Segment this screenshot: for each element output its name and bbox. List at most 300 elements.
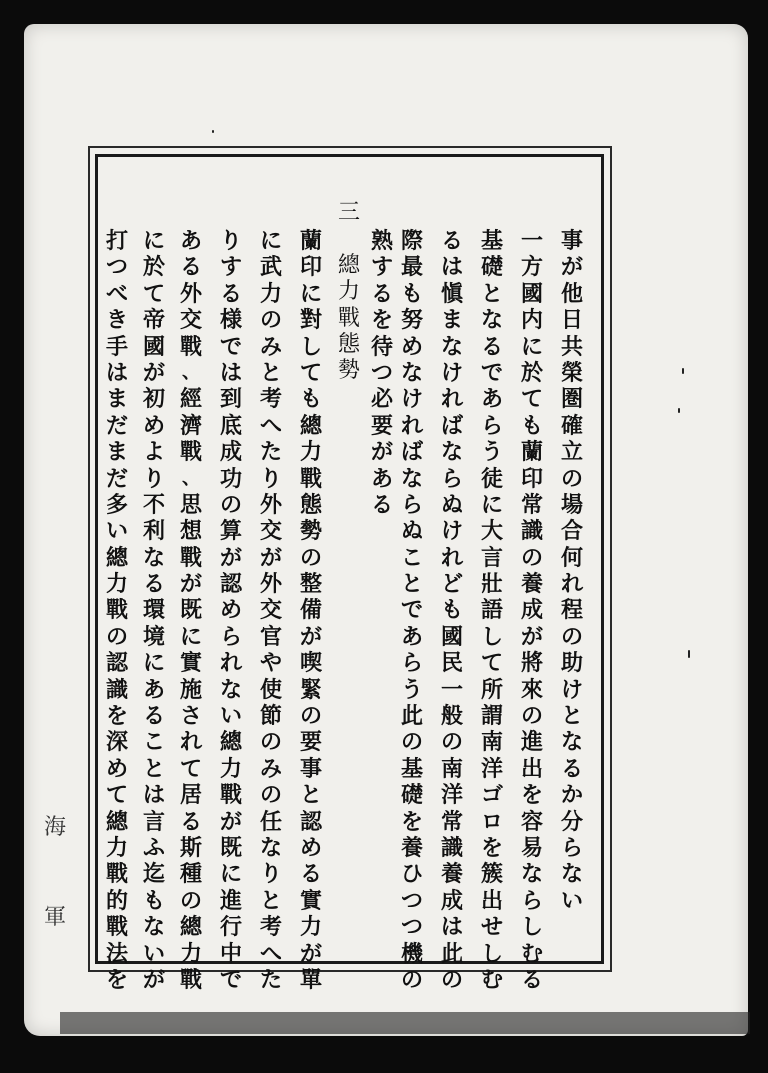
text-char: の bbox=[259, 782, 282, 809]
text-char: し bbox=[520, 914, 543, 941]
text-char: き bbox=[105, 307, 128, 334]
text-char: 力 bbox=[179, 940, 202, 967]
text-char: め bbox=[400, 333, 423, 360]
text-char: 任 bbox=[259, 808, 282, 835]
text-char: つ bbox=[370, 359, 393, 386]
text-char: り bbox=[142, 465, 165, 492]
text-char: 事 bbox=[299, 755, 322, 782]
text-char: な bbox=[259, 834, 282, 861]
text-char: と bbox=[259, 359, 282, 386]
text-char: 一 bbox=[520, 228, 543, 254]
text-char: と bbox=[400, 571, 423, 598]
text-char: つ bbox=[105, 254, 128, 281]
text-char: た bbox=[259, 439, 282, 466]
text-char: り bbox=[259, 861, 282, 888]
text-char: ど bbox=[440, 571, 463, 598]
text-char: 基 bbox=[480, 228, 503, 254]
text-char: ら bbox=[400, 650, 423, 677]
text-char: 此 bbox=[400, 703, 423, 730]
text-column bbox=[215, 228, 247, 993]
text-column bbox=[101, 228, 133, 993]
text-char: 交 bbox=[259, 597, 282, 624]
text-char: 戰 bbox=[179, 966, 202, 993]
text-char: 總 bbox=[219, 729, 242, 756]
text-char: 既 bbox=[179, 597, 202, 624]
text-char: な bbox=[142, 544, 165, 571]
text-char: 成 bbox=[440, 887, 463, 914]
text-char: 官 bbox=[259, 623, 282, 650]
text-char: 來 bbox=[520, 676, 543, 703]
text-char: 力 bbox=[299, 914, 322, 941]
text-char: す bbox=[219, 254, 242, 281]
text-char: 成 bbox=[520, 597, 543, 624]
text-char: の bbox=[560, 465, 583, 492]
text-char: 實 bbox=[299, 887, 322, 914]
text-column bbox=[516, 228, 548, 993]
text-char: 算 bbox=[219, 518, 242, 545]
text-char: る bbox=[219, 280, 242, 307]
text-char: が bbox=[219, 808, 242, 835]
text-char: が bbox=[259, 544, 282, 571]
text-char: と bbox=[480, 280, 503, 307]
text-char: な bbox=[400, 359, 423, 386]
text-char: 態 bbox=[299, 491, 322, 518]
text-char: 種 bbox=[179, 861, 202, 888]
text-column bbox=[175, 228, 207, 993]
text-char: 總 bbox=[337, 252, 360, 278]
text-char: 他 bbox=[560, 280, 583, 307]
text-char: の bbox=[179, 887, 202, 914]
text-char: ま bbox=[105, 439, 128, 466]
text-char: で bbox=[400, 597, 423, 624]
text-char: 備 bbox=[299, 597, 322, 624]
text-char: 力 bbox=[337, 279, 360, 305]
text-char: な bbox=[400, 465, 423, 492]
text-char: に bbox=[299, 280, 322, 307]
text-char: け bbox=[400, 386, 423, 413]
text-char: は bbox=[142, 782, 165, 809]
text-char: れ bbox=[440, 544, 463, 571]
page-edge-shadow bbox=[60, 1012, 750, 1034]
text-char: べ bbox=[105, 280, 128, 307]
text-char: な bbox=[480, 307, 503, 334]
text-char: と bbox=[299, 782, 322, 809]
text-char: あ bbox=[480, 386, 503, 413]
text-char: け bbox=[440, 359, 463, 386]
text-char: 程 bbox=[560, 597, 583, 624]
text-char: も bbox=[520, 412, 543, 439]
text-char: 洋 bbox=[440, 782, 463, 809]
text-char: 中 bbox=[219, 940, 242, 967]
text-char: に bbox=[259, 228, 282, 254]
text-char: の bbox=[299, 703, 322, 730]
page-speck bbox=[212, 130, 214, 133]
text-char: 榮 bbox=[560, 359, 583, 386]
text-char: に bbox=[142, 228, 165, 254]
text-char: し bbox=[299, 333, 322, 360]
text-char: 戰 bbox=[219, 782, 242, 809]
text-char: 壯 bbox=[480, 571, 503, 598]
text-char: 熟 bbox=[370, 228, 393, 254]
text-char: む bbox=[480, 966, 503, 993]
text-char: 合 bbox=[560, 518, 583, 545]
text-char: 法 bbox=[105, 940, 128, 967]
text-char: の bbox=[520, 703, 543, 730]
text-char: 簇 bbox=[480, 861, 503, 888]
text-char: る bbox=[179, 254, 202, 281]
text-char: ば bbox=[400, 439, 423, 466]
text-char: 國 bbox=[142, 333, 165, 360]
text-char: ば bbox=[440, 412, 463, 439]
text-column bbox=[138, 228, 170, 993]
text-char: 養 bbox=[440, 861, 463, 888]
text-char: 戰 bbox=[179, 333, 202, 360]
text-char: る bbox=[520, 966, 543, 993]
text-char: 場 bbox=[560, 491, 583, 518]
text-char: 不 bbox=[142, 491, 165, 518]
text-char: る bbox=[142, 571, 165, 598]
text-char: あ bbox=[400, 623, 423, 650]
text-char: な bbox=[440, 333, 463, 360]
text-char: 戰 bbox=[337, 305, 360, 331]
text-char: せ bbox=[480, 914, 503, 941]
text-char: 内 bbox=[520, 307, 543, 334]
text-char: け bbox=[440, 518, 463, 545]
text-char: し bbox=[480, 623, 503, 650]
text-char: 底 bbox=[219, 412, 242, 439]
text-char: で bbox=[219, 966, 242, 993]
text-char: 際 bbox=[400, 228, 423, 254]
text-char: が bbox=[299, 623, 322, 650]
text-char: だ bbox=[105, 412, 128, 439]
text-char: と bbox=[560, 703, 583, 730]
text-char: と bbox=[259, 887, 282, 914]
text-char: 礎 bbox=[480, 254, 503, 281]
text-char: 整 bbox=[299, 571, 322, 598]
text-char: 深 bbox=[105, 729, 128, 756]
text-char: め bbox=[299, 834, 322, 861]
text-char: れ bbox=[219, 650, 242, 677]
text-char: が bbox=[179, 571, 202, 598]
text-char: 環 bbox=[142, 597, 165, 624]
text-char: 實 bbox=[179, 650, 202, 677]
page-speck bbox=[682, 368, 684, 374]
text-char: ま bbox=[105, 386, 128, 413]
text-char: さ bbox=[179, 703, 202, 730]
text-char: 總 bbox=[179, 914, 202, 941]
text-char: て bbox=[105, 782, 128, 809]
text-char: 緊 bbox=[299, 676, 322, 703]
text-char: に bbox=[520, 333, 543, 360]
text-char: ら bbox=[400, 491, 423, 518]
text-char: の bbox=[440, 966, 463, 993]
text-char: う bbox=[480, 439, 503, 466]
text-char: 語 bbox=[480, 597, 503, 624]
text-char: な bbox=[440, 439, 463, 466]
text-char: 戰 bbox=[179, 544, 202, 571]
text-char: る bbox=[560, 755, 583, 782]
text-char: 經 bbox=[179, 386, 202, 413]
text-char: ぬ bbox=[440, 491, 463, 518]
text-char: の bbox=[440, 729, 463, 756]
text-char: は bbox=[219, 359, 242, 386]
text-char: を bbox=[370, 307, 393, 334]
text-char: 一 bbox=[440, 676, 463, 703]
text-char: 勢 bbox=[337, 358, 360, 384]
text-char: が bbox=[370, 439, 393, 466]
text-char: 外 bbox=[259, 571, 282, 598]
text-column bbox=[255, 228, 287, 993]
text-char: 易 bbox=[520, 834, 543, 861]
text-char: は bbox=[440, 254, 463, 281]
text-char: つ bbox=[400, 914, 423, 941]
text-char: 進 bbox=[520, 729, 543, 756]
text-char: 愼 bbox=[440, 280, 463, 307]
text-char: ふ bbox=[142, 834, 165, 861]
text-char: も bbox=[400, 280, 423, 307]
text-char: の bbox=[299, 544, 322, 571]
text-char: よ bbox=[142, 439, 165, 466]
text-char: て bbox=[520, 386, 543, 413]
text-char: の bbox=[105, 623, 128, 650]
text-char: 成 bbox=[219, 439, 242, 466]
text-char: 居 bbox=[179, 782, 202, 809]
text-column bbox=[396, 228, 428, 993]
text-char: 初 bbox=[142, 386, 165, 413]
text-char: 印 bbox=[520, 465, 543, 492]
text-char: て bbox=[480, 650, 503, 677]
text-char: 印 bbox=[299, 254, 322, 281]
text-char: 外 bbox=[259, 491, 282, 518]
text-char: 常 bbox=[520, 491, 543, 518]
text-char: 力 bbox=[299, 439, 322, 466]
text-char: 徒 bbox=[480, 465, 503, 492]
page-speck bbox=[678, 408, 680, 413]
text-char: 共 bbox=[560, 333, 583, 360]
text-char: め bbox=[142, 412, 165, 439]
text-char: ら bbox=[219, 623, 242, 650]
text-char: う bbox=[400, 676, 423, 703]
text-char: が bbox=[560, 254, 583, 281]
text-char: 將 bbox=[520, 650, 543, 677]
text-char: 打 bbox=[105, 228, 128, 254]
text-char: 立 bbox=[560, 439, 583, 466]
text-char: り bbox=[259, 465, 282, 492]
text-char: を bbox=[105, 703, 128, 730]
text-char: へ bbox=[259, 940, 282, 967]
text-char: 養 bbox=[520, 571, 543, 598]
text-char: に bbox=[480, 491, 503, 518]
text-char: 境 bbox=[142, 623, 165, 650]
text-char: 常 bbox=[440, 808, 463, 835]
text-char: 認 bbox=[219, 571, 242, 598]
text-char: 手 bbox=[105, 333, 128, 360]
text-char: 交 bbox=[179, 307, 202, 334]
text-char: 戰 bbox=[105, 597, 128, 624]
text-char: 對 bbox=[299, 307, 322, 334]
text-char: 、 bbox=[182, 361, 200, 383]
text-char: 濟 bbox=[179, 412, 202, 439]
text-char: の bbox=[259, 307, 282, 334]
text-column bbox=[366, 228, 398, 518]
text-column bbox=[556, 228, 588, 914]
text-char: ゴ bbox=[480, 782, 503, 809]
margin-label-char: 軍 bbox=[44, 905, 67, 930]
text-char: 力 bbox=[105, 571, 128, 598]
text-char: る bbox=[480, 333, 503, 360]
text-char: 想 bbox=[179, 518, 202, 545]
text-char: 迄 bbox=[142, 861, 165, 888]
text-char: は bbox=[105, 359, 128, 386]
text-char: 何 bbox=[560, 544, 583, 571]
text-char: 確 bbox=[560, 412, 583, 439]
text-char: れ bbox=[400, 412, 423, 439]
text-char: て bbox=[142, 280, 165, 307]
text-char: る bbox=[370, 280, 393, 307]
text-char: 養 bbox=[400, 834, 423, 861]
text-char: 總 bbox=[105, 544, 128, 571]
text-char: 言 bbox=[480, 544, 503, 571]
text-char: が bbox=[142, 966, 165, 993]
margin-label-char: 海 bbox=[44, 815, 67, 840]
text-char: ひ bbox=[400, 861, 423, 888]
text-char: 到 bbox=[219, 386, 242, 413]
text-char: 所 bbox=[480, 676, 503, 703]
text-char: 思 bbox=[179, 491, 202, 518]
text-char: な bbox=[560, 729, 583, 756]
text-char: へ bbox=[259, 412, 282, 439]
text-char: 出 bbox=[480, 887, 503, 914]
text-char: 力 bbox=[219, 755, 242, 782]
text-char: 外 bbox=[179, 280, 202, 307]
text-char: 利 bbox=[142, 518, 165, 545]
text-char: 民 bbox=[440, 650, 463, 677]
text-char: 要 bbox=[299, 729, 322, 756]
text-char: 大 bbox=[480, 518, 503, 545]
text-char: が bbox=[219, 544, 242, 571]
text-char: 事 bbox=[560, 228, 583, 254]
text-char: 戰 bbox=[179, 439, 202, 466]
text-char: 戰 bbox=[105, 914, 128, 941]
text-char: あ bbox=[179, 228, 202, 254]
text-char: 帝 bbox=[142, 307, 165, 334]
text-char: 圏 bbox=[560, 386, 583, 413]
text-char: る bbox=[440, 228, 463, 254]
text-char: 待 bbox=[370, 333, 393, 360]
text-char: 南 bbox=[440, 755, 463, 782]
text-char: も bbox=[440, 597, 463, 624]
text-char: 進 bbox=[219, 887, 242, 914]
text-char: た bbox=[259, 966, 282, 993]
text-char: 必 bbox=[370, 386, 393, 413]
text-char: り bbox=[219, 228, 242, 254]
text-char: い bbox=[560, 887, 583, 914]
text-char: て bbox=[299, 359, 322, 386]
text-char: な bbox=[560, 861, 583, 888]
text-char: 認 bbox=[105, 650, 128, 677]
text-char: 總 bbox=[299, 412, 322, 439]
text-char: 様 bbox=[219, 307, 242, 334]
text-char: 於 bbox=[520, 359, 543, 386]
text-char: も bbox=[142, 887, 165, 914]
text-char: こ bbox=[142, 729, 165, 756]
text-char: ら bbox=[440, 465, 463, 492]
text-char: と bbox=[142, 755, 165, 782]
text-char: れ bbox=[179, 729, 202, 756]
text-char: い bbox=[219, 703, 242, 730]
text-char: な bbox=[520, 861, 543, 888]
text-char: け bbox=[560, 676, 583, 703]
text-char: を bbox=[480, 834, 503, 861]
text-char: し bbox=[480, 940, 503, 967]
text-char: 功 bbox=[219, 465, 242, 492]
text-char: 交 bbox=[259, 518, 282, 545]
text-char: や bbox=[259, 650, 282, 677]
text-char bbox=[333, 226, 365, 252]
text-char: に bbox=[179, 623, 202, 650]
text-char: 般 bbox=[440, 703, 463, 730]
text-char: 行 bbox=[219, 914, 242, 941]
text-char: て bbox=[179, 755, 202, 782]
text-char: 國 bbox=[520, 280, 543, 307]
text-char: 施 bbox=[179, 676, 202, 703]
text-char: 態 bbox=[337, 331, 360, 357]
text-char: 洋 bbox=[480, 755, 503, 782]
text-char: め bbox=[105, 755, 128, 782]
text-char: 戰 bbox=[299, 465, 322, 492]
text-char: 識 bbox=[520, 518, 543, 545]
text-char: い bbox=[142, 940, 165, 967]
text-char: 單 bbox=[299, 966, 322, 993]
text-char: 於 bbox=[142, 254, 165, 281]
text-char: 力 bbox=[259, 280, 282, 307]
text-char: こ bbox=[400, 544, 423, 571]
text-char: 言 bbox=[142, 808, 165, 835]
text-char: の bbox=[520, 544, 543, 571]
text-char: 努 bbox=[400, 307, 423, 334]
text-char: 方 bbox=[520, 254, 543, 281]
text-char: だ bbox=[105, 465, 128, 492]
text-char: 勢 bbox=[299, 518, 322, 545]
text-char: を bbox=[400, 808, 423, 835]
text-char: ぬ bbox=[400, 518, 423, 545]
text-char: を bbox=[520, 782, 543, 809]
text-column bbox=[436, 228, 468, 993]
text-char: か bbox=[560, 782, 583, 809]
text-char: を bbox=[105, 966, 128, 993]
text-column bbox=[295, 228, 327, 993]
text-char: 日 bbox=[560, 307, 583, 334]
text-char: で bbox=[219, 333, 242, 360]
text-char: る bbox=[142, 703, 165, 730]
text-char: 此 bbox=[440, 940, 463, 967]
text-char: 喫 bbox=[299, 650, 322, 677]
text-char: す bbox=[370, 254, 393, 281]
text-char: 要 bbox=[370, 412, 393, 439]
text-char: 識 bbox=[440, 834, 463, 861]
text-char: る bbox=[179, 808, 202, 835]
text-char: で bbox=[480, 359, 503, 386]
text-column bbox=[476, 228, 508, 993]
text-char: 認 bbox=[299, 808, 322, 835]
text-char: 礎 bbox=[400, 782, 423, 809]
text-char: 戰 bbox=[105, 861, 128, 888]
text-char: ら bbox=[480, 412, 503, 439]
text-char: 識 bbox=[105, 676, 128, 703]
text-char: み bbox=[259, 333, 282, 360]
text-char: も bbox=[299, 386, 322, 413]
text-char: 南 bbox=[480, 729, 503, 756]
